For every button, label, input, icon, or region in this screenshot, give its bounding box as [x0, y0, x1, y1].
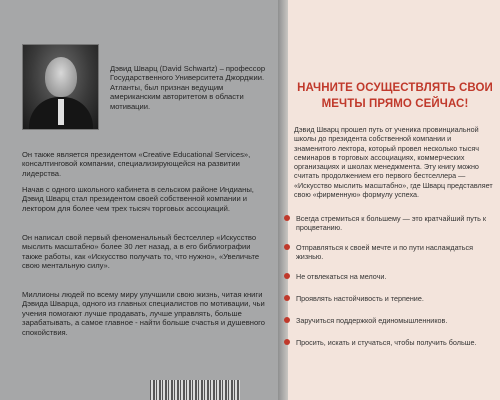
left-paragraph-2: Начав с одного школьного кабинета в сельском районе Индианы, Дэвид Шварц стал президентом своей собственной компании и лектором для более чем трех тысяч торговых ассоциаций. — [22, 185, 254, 213]
tip-text: Заручиться поддержкой единомышленников. — [296, 316, 448, 325]
intro-paragraph: Дэвид Шварц прошел путь от ученика провинциальной школы до президента собственной компании и знаменитого лектора, который провел несколько тысяч семинаров в торговых ассоциациях, коммерческих организациях и школах менеджмента. Эту книгу можно считать продолжением его первого бестселлера — «Искусство мыслить масштабно», где Шварц представляет свою «фирменную» формулу успеха. — [294, 125, 493, 200]
tip-text: Не отвлекаться на мелочи. — [296, 272, 387, 281]
barcode-strip — [150, 380, 240, 400]
bullet-dot-icon — [284, 273, 290, 279]
author-tie — [58, 99, 64, 125]
bullet-dot-icon — [284, 244, 290, 250]
bullet-dot-icon — [284, 317, 290, 323]
author-photo — [22, 44, 99, 130]
left-paragraph-4: Миллионы людей по всему миру улучшили свою жизнь, читая книги Дэвида Шварца, одного из главных специалистов по мотивации, чьи учения помогают лучше продавать, лучше управлять, больше зарабатывать, а самое главное - найти больше счастья и душевного спокойствия. — [22, 290, 266, 337]
bullet-dot-icon — [284, 215, 290, 221]
headline: НАЧНИТЕ ОСУЩЕСТВЛЯТЬ СВОИ МЕЧТЫ ПРЯМО СЕЙЧАС! — [297, 82, 493, 110]
tip-text: Отправляться к своей мечте и по пути наслаждаться жизнью. — [296, 243, 473, 262]
author-bio: Дэвид Шварц (David Schwartz) – профессор Государственного Университета Джорджии. Атланты, был признан ведущим американским авторитетом в области мотивации. — [110, 64, 266, 111]
bullet-dot-icon — [284, 295, 290, 301]
tip-text: Просить, искать и стучаться, чтобы получить больше. — [296, 338, 477, 347]
tip-text: Всегда стремиться к большему — это кратчайший путь к процветанию. — [296, 214, 487, 233]
left-paragraph-1: Он также является президентом «Creative Educational Services», консалтинговой компании, специализирующейся на развитии лидерства. — [22, 150, 251, 178]
bullet-dot-icon — [284, 339, 290, 345]
author-face — [45, 57, 77, 97]
tip-text: Проявлять настойчивость и терпение. — [296, 294, 424, 303]
left-paragraph-3: Он написал свой первый феноменальный бестселлер «Искусство мыслить масштабно» более 30 лет назад, а в его библиографии также работы, как «Искусство получать то, что нужно», «Увеличьте свою ментальную силу». — [22, 233, 260, 271]
